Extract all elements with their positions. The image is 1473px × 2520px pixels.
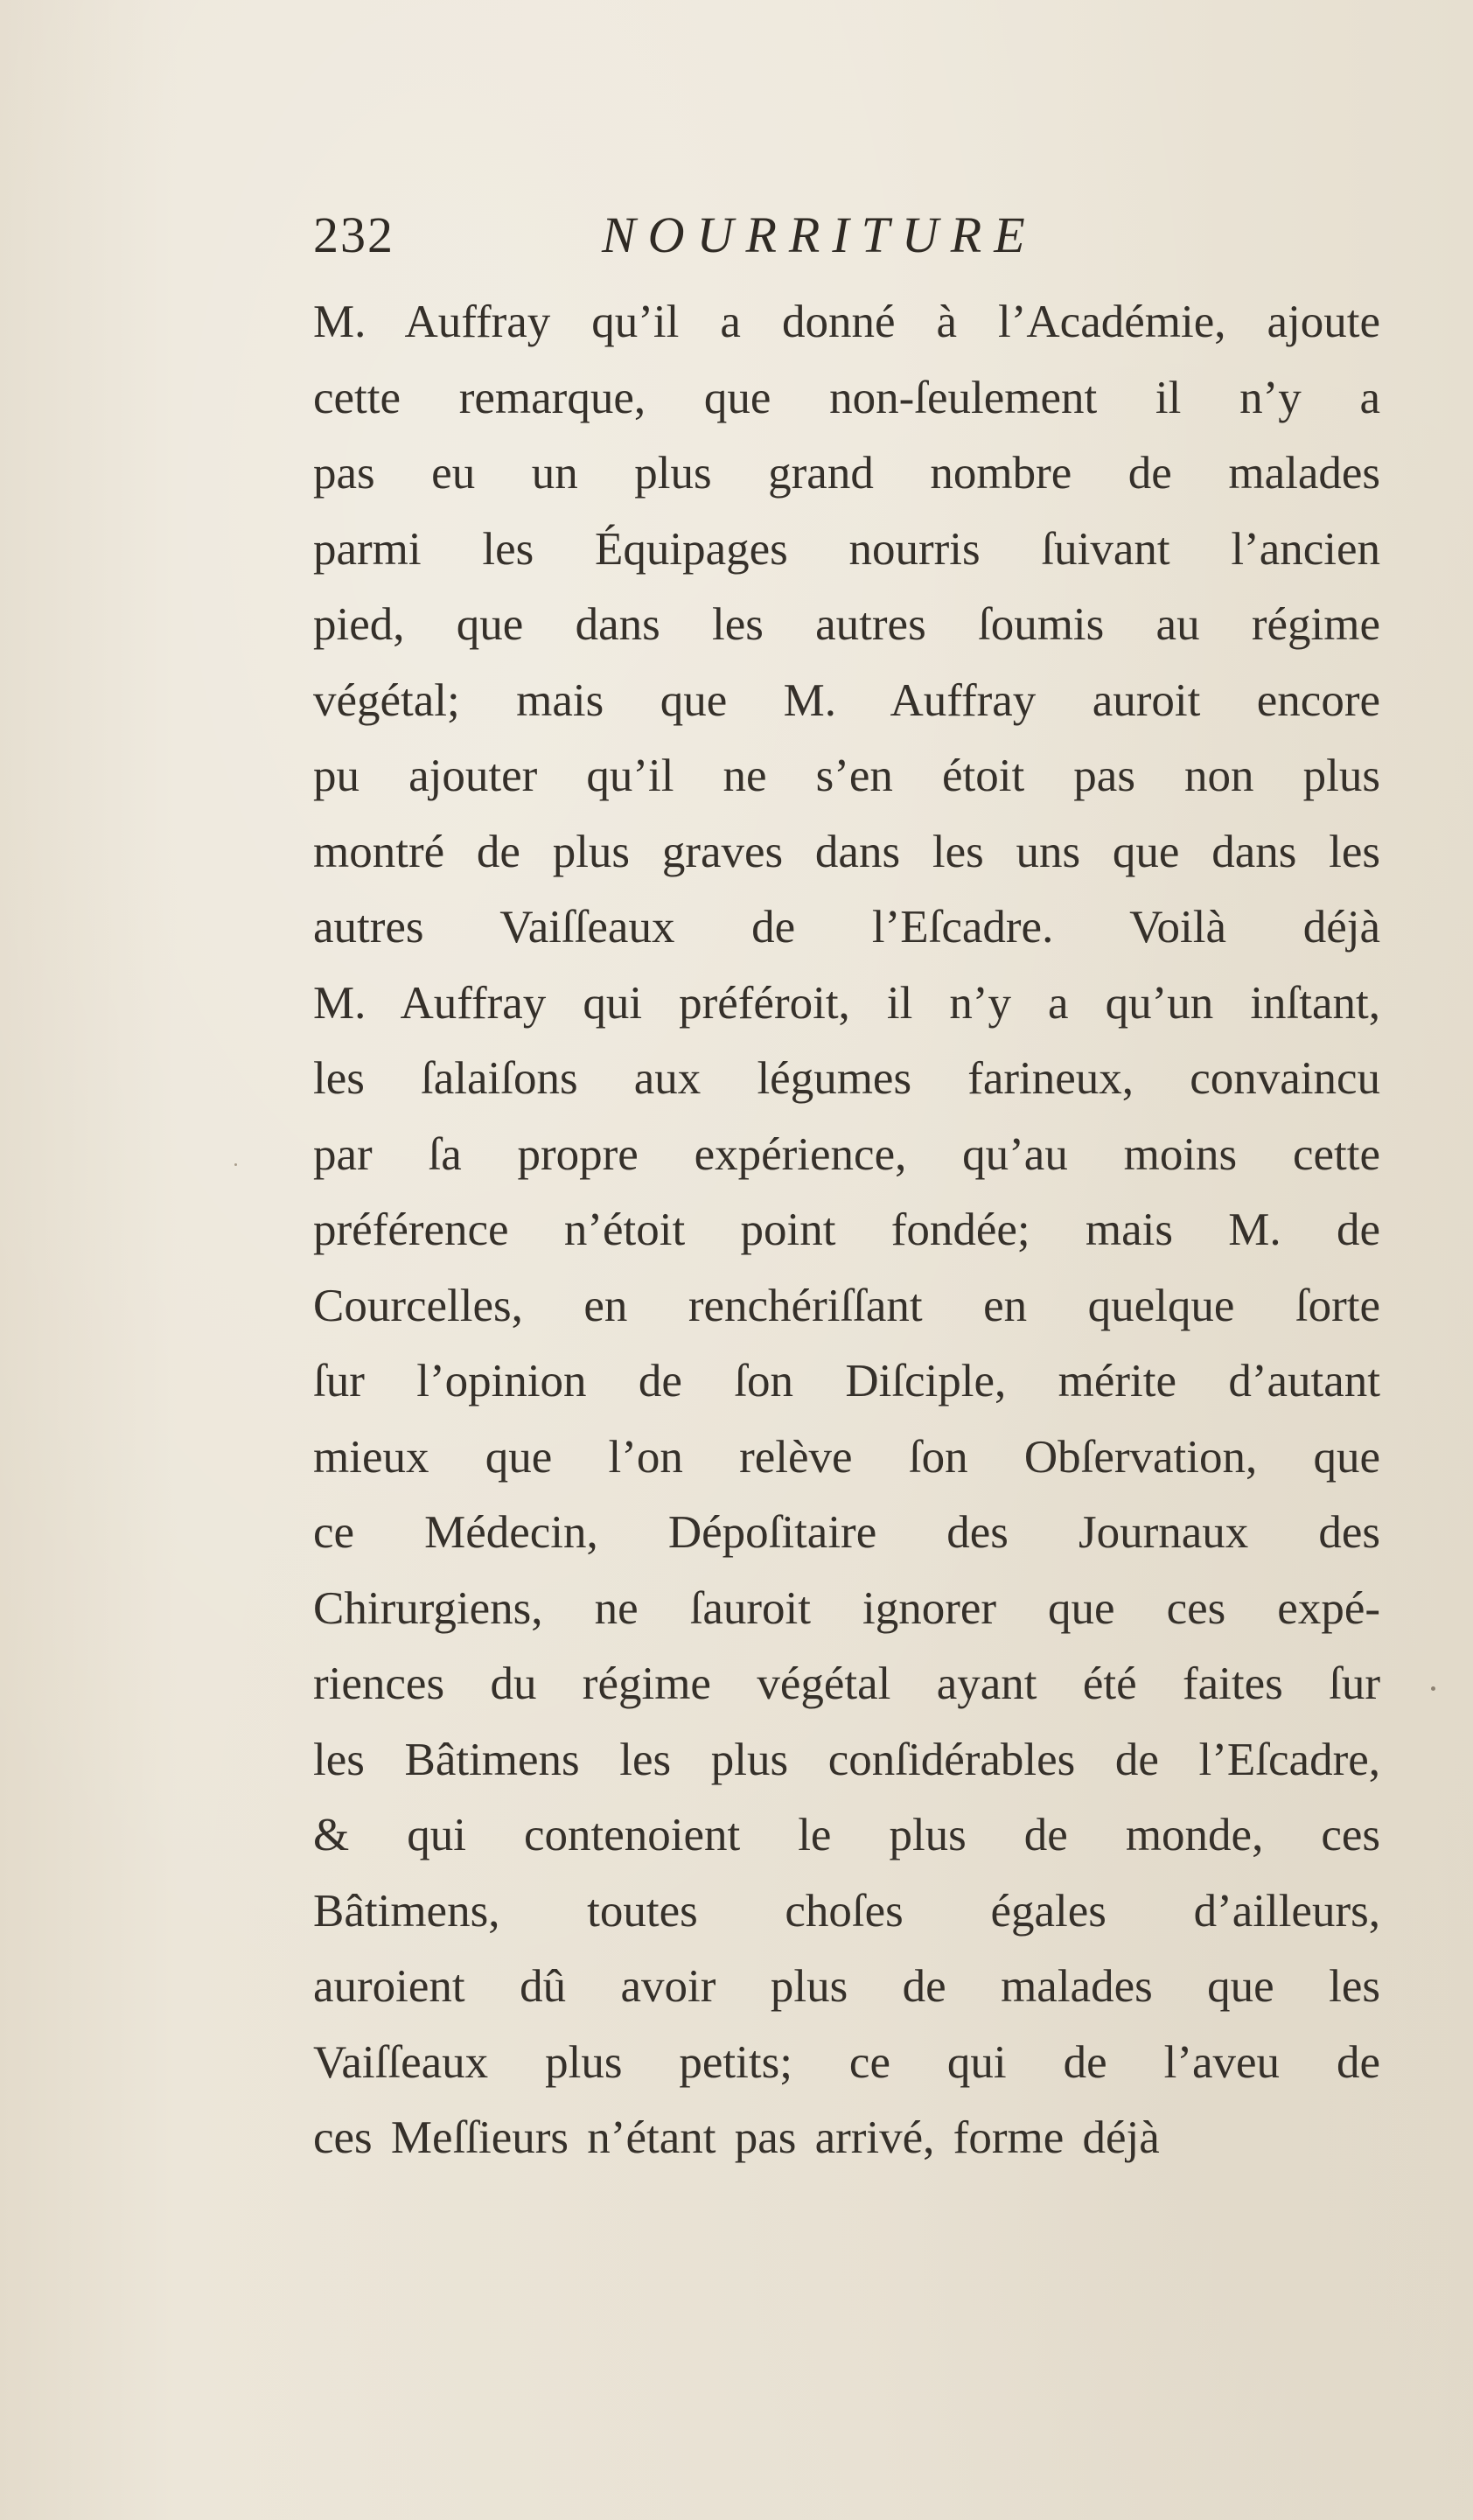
text-line: auroient dû avoir plus de malades que les bbox=[313, 1961, 1380, 2012]
text-line: autres Vaiſſeaux de l’Eſcadre. Voilà déjà bbox=[313, 902, 1380, 953]
text-line: pas eu un plus grand nombre de malades bbox=[313, 448, 1380, 499]
text-line: & qui contenoient le plus de monde, ces bbox=[313, 1810, 1380, 1860]
text-line: parmi les Équipages nourris ſuivant l’ancien bbox=[313, 523, 1380, 575]
paper-speck bbox=[1431, 1686, 1435, 1691]
text-line: riences du régime végétal ayant été faites ſur bbox=[313, 1658, 1380, 1709]
text-line: montré de plus graves dans les uns que dans les bbox=[313, 826, 1380, 877]
text-line: les Bâtimens les plus conſidérables de l’Eſcadre, bbox=[313, 1734, 1380, 1785]
page-header bbox=[313, 206, 1100, 276]
text-line: ce Médecin, Dépoſitaire des Journaux des bbox=[313, 1507, 1380, 1558]
text-line: ces Meſſieurs n’étant pas arrivé, forme déjà bbox=[313, 2112, 1160, 2163]
text-line: Courcelles, en renchériſſant en quelque ſorte bbox=[313, 1280, 1380, 1331]
text-line: les ſalaiſons aux légumes farineux, convaincu bbox=[313, 1053, 1380, 1104]
text-line: préférence n’étoit point fondée; mais M. de bbox=[313, 1204, 1380, 1255]
text-line: par ſa propre expérience, qu’au moins cette bbox=[313, 1128, 1380, 1180]
body-text bbox=[313, 284, 1380, 2176]
text-line: Chirurgiens, ne ſauroit ignorer que ces expé- bbox=[313, 1582, 1380, 1634]
text-line: cette remarque, que non-ſeulement il n’y a bbox=[313, 372, 1380, 423]
running-head: NOURRITURE bbox=[602, 206, 1037, 263]
text-line: ſur l’opinion de ſon Diſciple, mérite d’autant bbox=[313, 1356, 1380, 1407]
text-line: pied, que dans les autres ſoumis au régime bbox=[313, 599, 1380, 650]
text-line: M. Auffray qui préféroit, il n’y a qu’un inſtant, bbox=[313, 977, 1380, 1029]
text-line: Bâtimens, toutes choſes égales d’ailleurs, bbox=[313, 1885, 1380, 1937]
text-line: M. Auffray qu’il a donné à l’Académie, ajoute bbox=[313, 297, 1380, 347]
text-line: mieux que l’on relève ſon Obſervation, que bbox=[313, 1431, 1380, 1483]
text-line: végétal; mais que M. Auffray auroit encore bbox=[313, 674, 1380, 726]
paper-speck bbox=[234, 1163, 237, 1166]
text-line: Vaiſſeaux plus petits; ce qui de l’aveu de bbox=[313, 2036, 1380, 2088]
text-line: pu ajouter qu’il ne s’en étoit pas non plus bbox=[313, 750, 1380, 801]
page-number: 232 bbox=[313, 206, 394, 263]
